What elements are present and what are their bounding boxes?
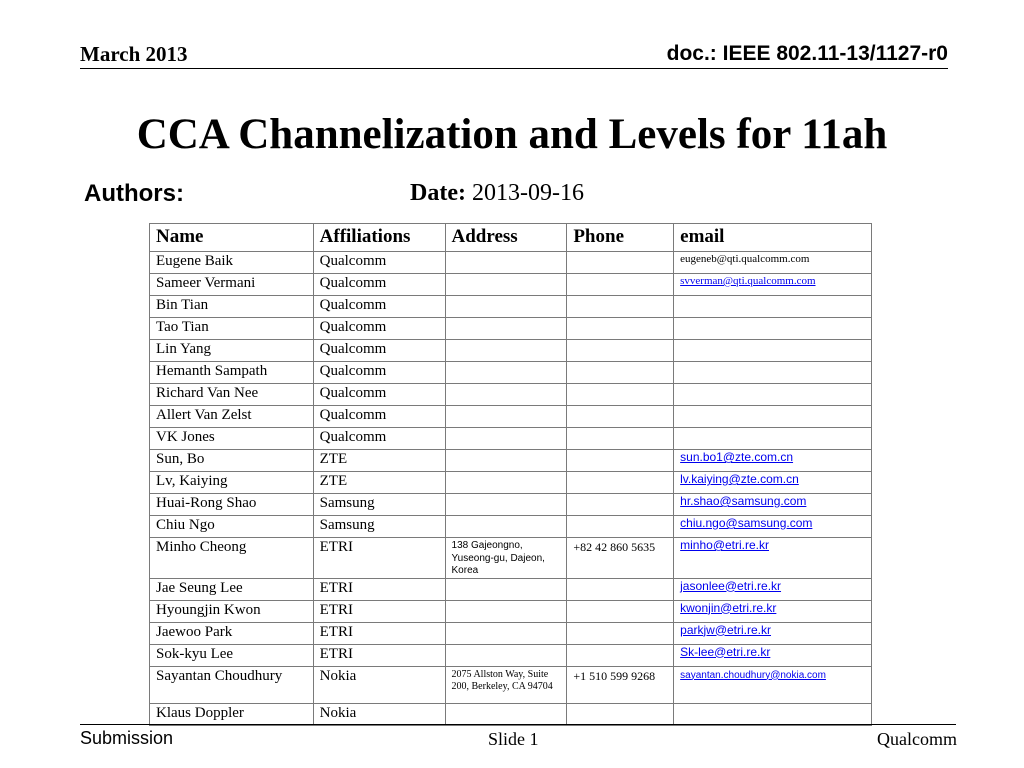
author-email [674, 340, 872, 362]
table-row [150, 600, 872, 622]
author-affiliation: Qualcomm [313, 340, 445, 362]
email-link[interactable]: chiu.ngo@samsung.com [680, 516, 813, 530]
author-affiliation: Qualcomm [313, 318, 445, 340]
table-row [150, 384, 872, 406]
author-name: Richard Van Nee [150, 384, 314, 406]
author-email[interactable] [674, 538, 872, 579]
author-address: 2075 Allston Way, Suite 200, Berkeley, CA 94704 [445, 666, 567, 703]
table-row [150, 362, 872, 384]
author-address [445, 644, 567, 666]
author-phone [567, 296, 674, 318]
date-line [410, 180, 584, 207]
author-name: Huai-Rong Shao [150, 494, 314, 516]
table-row [150, 703, 872, 725]
author-affiliation: ETRI [313, 600, 445, 622]
author-affiliation: Samsung [313, 494, 445, 516]
author-address [445, 494, 567, 516]
author-email [674, 406, 872, 428]
author-name: Lin Yang [150, 340, 314, 362]
footer-organization: Qualcomm [877, 729, 957, 749]
author-address [445, 252, 567, 274]
author-email[interactable] [674, 450, 872, 472]
author-email[interactable] [674, 666, 872, 703]
author-affiliation: ZTE [313, 472, 445, 494]
author-name: Chiu Ngo [150, 516, 314, 538]
header-date: March 2013 [80, 42, 188, 66]
author-phone [567, 450, 674, 472]
author-address [445, 622, 567, 644]
author-address [445, 516, 567, 538]
author-address [445, 296, 567, 318]
author-affiliation: Qualcomm [313, 362, 445, 384]
author-phone [567, 318, 674, 340]
author-name: VK Jones [150, 428, 314, 450]
footer-slide-number: Slide 1 [488, 729, 539, 749]
author-address [445, 362, 567, 384]
email-link[interactable]: jasonlee@etri.re.kr [680, 578, 782, 593]
author-phone [567, 494, 674, 516]
author-address [445, 600, 567, 622]
author-affiliation: ETRI [313, 622, 445, 644]
author-phone [567, 252, 674, 274]
author-affiliation: ETRI [313, 644, 445, 666]
email-link[interactable]: svverman@qti.qualcomm.com [680, 275, 816, 287]
table-row [150, 296, 872, 318]
authors-table [149, 223, 872, 726]
author-phone [567, 428, 674, 450]
column-header-affiliations: Affiliations [313, 224, 445, 252]
author-affiliation: Qualcomm [313, 296, 445, 318]
slide-title: CCA Channelization and Levels for 11ah [136, 111, 888, 158]
email-link[interactable]: Sk-lee@etri.re.kr [680, 644, 771, 659]
table-row [150, 340, 872, 362]
table-row [150, 666, 872, 703]
author-affiliation: Qualcomm [313, 252, 445, 274]
author-address [445, 318, 567, 340]
table-row [150, 578, 872, 600]
author-address [445, 274, 567, 296]
table-row [150, 516, 872, 538]
author-name: Allert Van Zelst [150, 406, 314, 428]
author-phone [567, 644, 674, 666]
email-link[interactable]: sayantan.choudhury@nokia.com [680, 669, 826, 681]
author-email[interactable] [674, 600, 872, 622]
author-address [445, 472, 567, 494]
author-name: Sameer Vermani [150, 274, 314, 296]
author-name: Sayantan Choudhury [150, 666, 314, 703]
email-link[interactable]: hr.shao@samsung.com [680, 494, 807, 508]
author-name: Eugene Baik [150, 252, 314, 274]
author-phone [567, 362, 674, 384]
author-phone [567, 406, 674, 428]
author-email [674, 428, 872, 450]
email-text: eugeneb@qti.qualcomm.com [680, 253, 810, 265]
author-address: 138 Gajeongno, Yuseong-gu, Dajeon, Korea [445, 538, 567, 579]
author-phone: +1 510 599 9268 [567, 666, 674, 703]
author-phone [567, 600, 674, 622]
author-email [674, 362, 872, 384]
author-email[interactable] [674, 516, 872, 538]
table-row [150, 472, 872, 494]
author-affiliation: Qualcomm [313, 384, 445, 406]
author-email[interactable] [674, 622, 872, 644]
table-row [150, 538, 872, 579]
author-email[interactable] [674, 578, 872, 600]
date-value: 2013-09-16 [471, 180, 584, 206]
author-email[interactable] [674, 472, 872, 494]
author-name: Sok-kyu Lee [150, 644, 314, 666]
author-email [674, 703, 872, 725]
author-email [674, 318, 872, 340]
table-row [150, 318, 872, 340]
author-phone [567, 516, 674, 538]
author-affiliation: ETRI [313, 538, 445, 579]
author-address [445, 703, 567, 725]
author-address [445, 578, 567, 600]
author-name: Tao Tian [150, 318, 314, 340]
table-row [150, 406, 872, 428]
author-name: Hyoungjin Kwon [150, 600, 314, 622]
author-name: Klaus Doppler [150, 703, 314, 725]
author-name: Jaewoo Park [150, 622, 314, 644]
email-link[interactable]: kwonjin@etri.re.kr [680, 600, 777, 615]
table-row [150, 428, 872, 450]
header-doc-id: doc.: IEEE 802.11-13/1127-r0 [666, 42, 948, 65]
author-affiliation: ETRI [313, 578, 445, 600]
table-row [150, 622, 872, 644]
column-header-address: Address [445, 224, 567, 252]
table-row [150, 450, 872, 472]
author-name: Hemanth Sampath [150, 362, 314, 384]
footer-divider [80, 724, 956, 725]
email-link[interactable]: sun.bo1@zte.com.cn [680, 450, 794, 464]
author-email[interactable] [674, 644, 872, 666]
table-row [150, 252, 872, 274]
author-phone [567, 274, 674, 296]
author-name: Lv, Kaiying [150, 472, 314, 494]
date-label: Date: [410, 180, 466, 206]
email-link[interactable]: parkjw@etri.re.kr [680, 622, 772, 637]
column-header-email: email [674, 224, 872, 252]
author-affiliation: Nokia [313, 666, 445, 703]
author-phone [567, 384, 674, 406]
table-header-row [150, 224, 872, 252]
author-name: Bin Tian [150, 296, 314, 318]
author-affiliation: Qualcomm [313, 406, 445, 428]
author-name: Sun, Bo [150, 450, 314, 472]
author-email[interactable] [674, 274, 872, 296]
author-phone: +82 42 860 5635 [567, 538, 674, 579]
table-row [150, 494, 872, 516]
author-name: Jae Seung Lee [150, 578, 314, 600]
author-name: Minho Cheong [150, 538, 314, 579]
authors-label: Authors: [84, 180, 184, 207]
author-email [674, 252, 872, 274]
author-phone [567, 703, 674, 725]
author-phone [567, 622, 674, 644]
footer-submission: Submission [80, 728, 174, 748]
table-row [150, 644, 872, 666]
author-affiliation: Samsung [313, 516, 445, 538]
author-address [445, 428, 567, 450]
author-affiliation: ZTE [313, 450, 445, 472]
header-divider [80, 68, 948, 69]
author-phone [567, 472, 674, 494]
author-phone [567, 340, 674, 362]
column-header-name: Name [150, 224, 314, 252]
table-row [150, 274, 872, 296]
author-email[interactable] [674, 494, 872, 516]
author-affiliation: Nokia [313, 703, 445, 725]
author-address [445, 406, 567, 428]
column-header-phone: Phone [567, 224, 674, 252]
author-email [674, 384, 872, 406]
author-email [674, 296, 872, 318]
author-address [445, 340, 567, 362]
author-phone [567, 578, 674, 600]
author-address [445, 450, 567, 472]
email-link[interactable]: lv.kaiying@zte.com.cn [680, 472, 799, 486]
author-affiliation: Qualcomm [313, 274, 445, 296]
author-affiliation: Qualcomm [313, 428, 445, 450]
email-link[interactable]: minho@etri.re.kr [680, 538, 770, 552]
author-address [445, 384, 567, 406]
